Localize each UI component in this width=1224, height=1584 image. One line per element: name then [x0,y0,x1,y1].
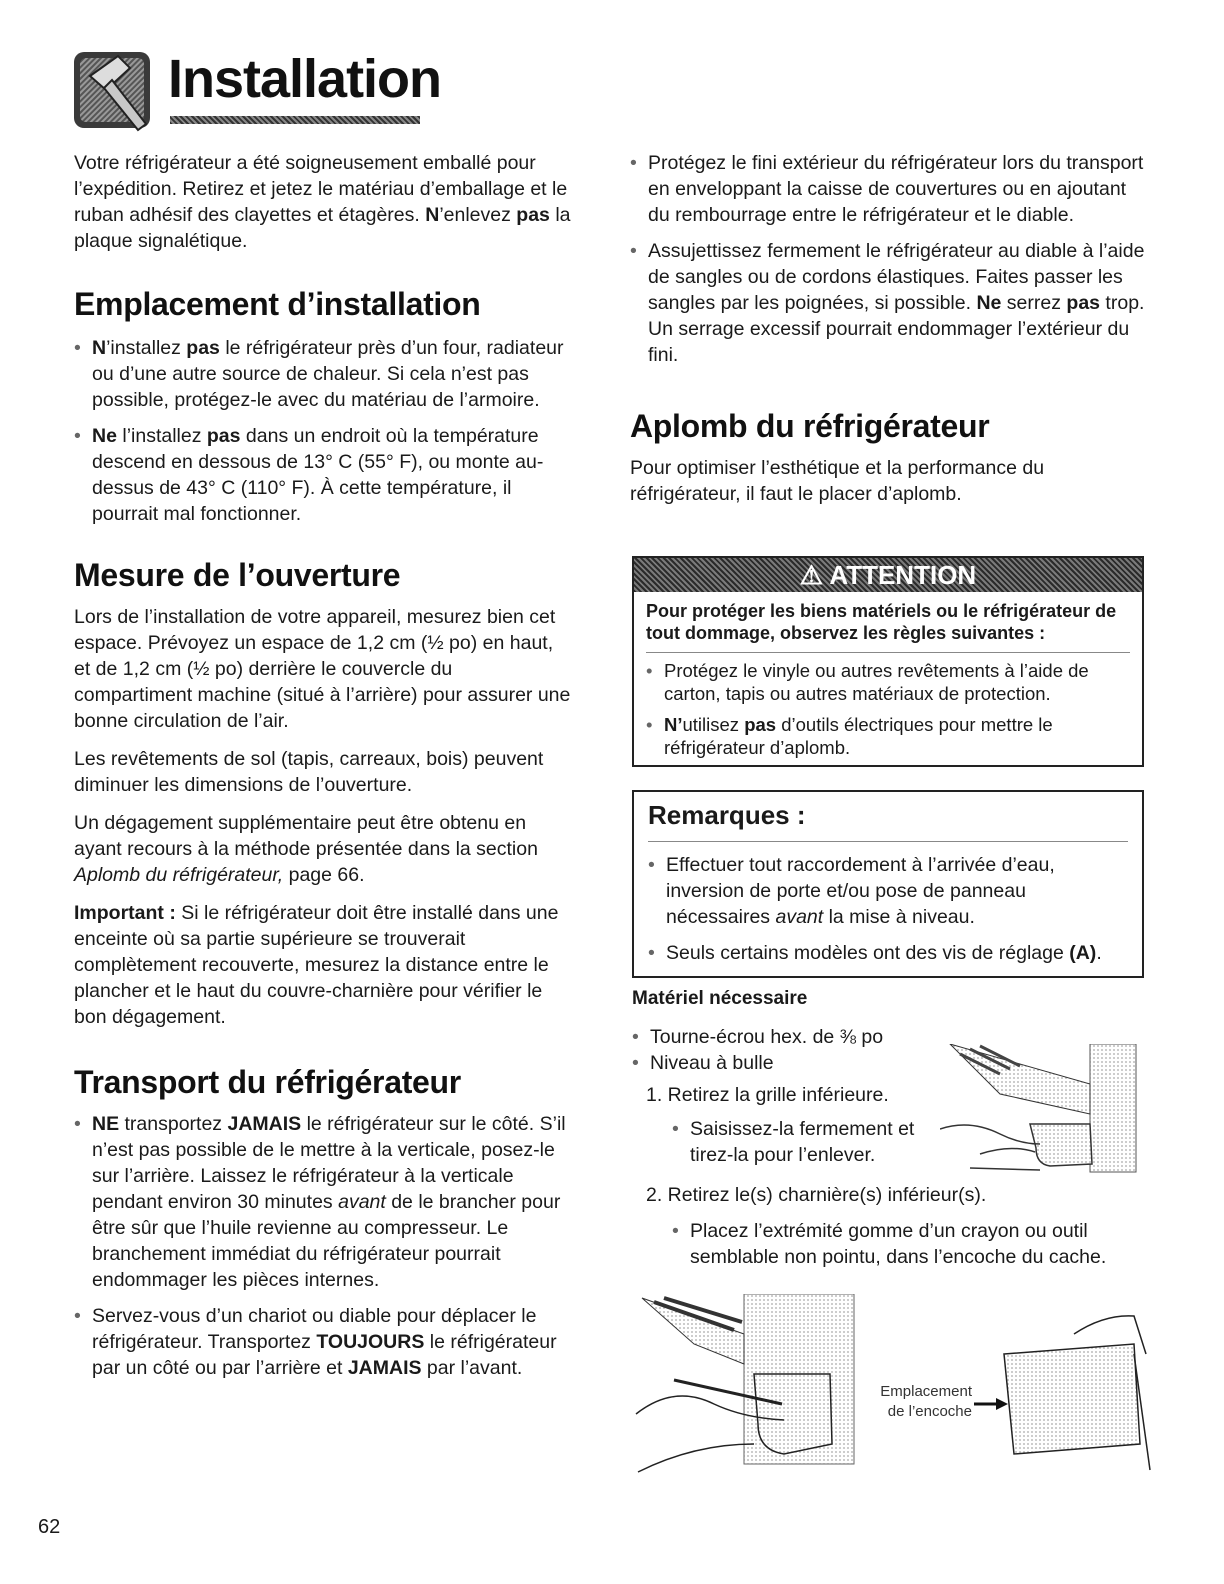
header-hammer-icon [72,46,158,132]
step-2: 2. Retirez le(s) charnière(s) inférieur(s). [646,1184,987,1206]
list-item: • Protégez le fini extérieur du réfrigérateur lors du transport en enveloppant la caisse de couvertures ou en ajoutant du rembourrage entre le réfrigérateur et le diable. [630,150,1150,228]
step-1: 1. Retirez la grille inférieure. [646,1084,889,1106]
transport-list [74,1111,574,1381]
list-item: • Ne l’installez pas dans un endroit où la température descend en dessous de 13° C (55° F), ou monte au-dessus de 43° C (110° F). À cette température, il pourrait mal fonctionner. [74,423,574,527]
list-item: • Servez-vous d’un chariot ou diable pour déplacer le réfrigérateur. Transportez TOUJOURS le réfrigérateur par un côté ou par l’arrière et JAMAIS par l’avant. [74,1303,574,1381]
list-item: • Niveau à bulle [632,1050,1152,1076]
emplacement-heading: Emplacement d’installation [74,286,481,322]
title-underline [170,116,420,124]
transport-list-continued [630,150,1150,368]
warning-icon: ⚠ [799,560,830,590]
step-2-sub: • Placez l’extrémité gomme d’un crayon ou outil semblable non pointu, dans l’encoche du cache. [632,1218,1152,1270]
remarques-list [648,852,1128,966]
emplacement-list [74,335,574,527]
list-item: • NE transportez JAMAIS le réfrigérateur sur le côté. S’il n’est pas possible de le mettre à la verticale, posez-le sur l’arrière. Laissez le réfrigérateur à la verticale pendant environ 30 minutes avant de le brancher pour être sûr que l’huile revienne au compresseur. Le branchement immédiat du réfrigérateur pourrait endommager les pièces internes. [74,1111,574,1293]
page-title: Installation [168,49,442,109]
step-1-sub: • Saisissez-la fermement et tirez-la pour l’enlever. [632,1116,930,1168]
mesure-p3: Un dégagement supplémentaire peut être obtenu en ayant recours à la méthode présentée dans la section Aplomb du réfrigérateur, page 66. [74,812,538,886]
list-item: • N’installez pas le réfrigérateur près d’un four, radiateur ou d’une autre source de chaleur. Si cela n’est pas possible, protégez-le avec du matériau de l’armoire. [74,335,574,413]
mesure-heading: Mesure de l’ouverture [74,557,401,593]
list-item: • Protégez le vinyle ou autres revêtements à l’aide de carton, tapis ou autres matériaux de protection. [646,659,1130,705]
mesure-p2: Les revêtements de sol (tapis, carreaux, bois) peuvent diminuer les dimensions de l’ouverture. [74,748,544,796]
aplomb-p1: Pour optimiser l’esthétique et la performance du réfrigérateur, il faut le placer d’aplomb. [630,457,1045,505]
hammer-icon [72,46,158,132]
list-item: • N’utilisez pas d’outils électriques pour mettre le réfrigérateur d’aplomb. [646,713,1130,759]
grille-illustration [940,1044,1140,1174]
list-item: • Assujettissez fermement le réfrigérateur au diable à l’aide de sangles ou de cordons élastiques. Faites passer les sangles par les poignées, si possible. Ne serrez pas trop. Un serrage excessif pourrait endommager l’extérieur du fini. [630,238,1150,368]
list-item: • Tourne-écrou hex. de ⅜ po [632,1024,1152,1050]
attention-list [646,659,1130,759]
right-column [630,150,1150,507]
attention-intro: Pour protéger les biens matériels ou le réfrigérateur de tout dommage, observez les règles suivantes : [646,601,1117,643]
left-column [74,150,574,1381]
page-number: 62 [38,1516,61,1538]
mesure-p1: Lors de l’installation de votre appareil, mesurez bien cet espace. Prévoyez un espace de 1,2 cm (½ po) en haut, et de 1,2 cm (½ po) derrière le couvercle du compartiment machine (situé à l’arrière) pour assurer une bonne circulation de l’air. [74,606,571,732]
materiel-heading: Matériel nécessaire [632,988,808,1009]
figure-label: Emplacement de l’encoche [880,1383,972,1420]
remarques-box [632,790,1144,978]
list-item: • Seuls certains modèles ont des vis de réglage (A). [648,940,1128,966]
intro-paragraph: Votre réfrigérateur a été soigneusement emballé pour l’expédition. Retirez et jetez le matériau d’emballage et le ruban adhésif des clayettes et étagères. N’enlevez pas la plaque signalétique. [74,152,571,252]
mesure-p4: Important : Si le réfrigérateur doit être installé dans une enceinte où sa partie supérieure se trouverait complètement recouverte, mesurez la distance entre le plancher et le haut du couvre-charnière pour vérifier le bon dégagement. [74,902,559,1028]
remarques-heading: Remarques : [648,800,806,830]
attention-box [632,556,1144,767]
list-item: • Effectuer tout raccordement à l’arrivée d’eau, inversion de porte et/ou pose de panneau nécessaires avant la mise à niveau. [648,852,1128,930]
attention-header: ⚠ ATTENTION [634,558,1142,592]
transport-heading: Transport du réfrigérateur [74,1064,461,1100]
aplomb-heading: Aplomb du réfrigérateur [630,408,990,444]
